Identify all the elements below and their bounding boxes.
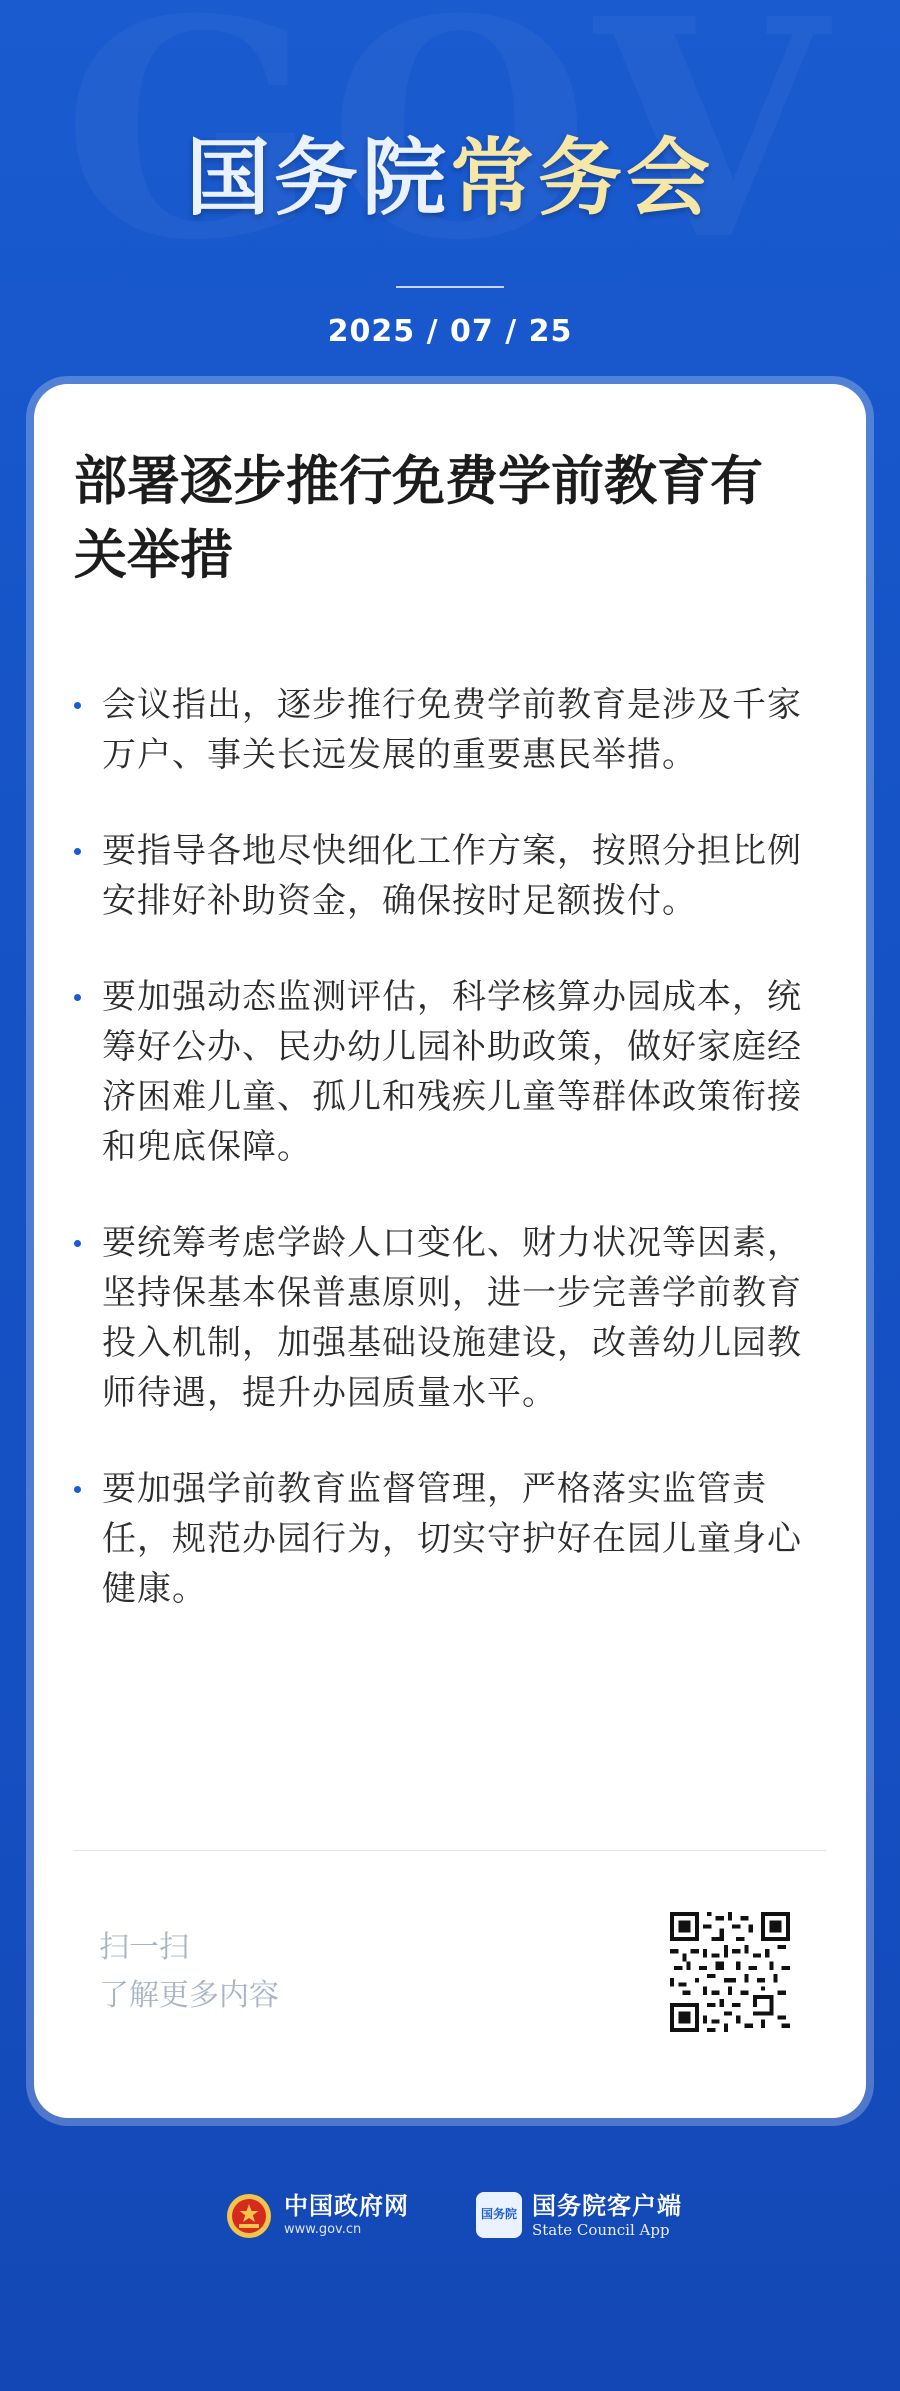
page-title — [0, 128, 900, 228]
bullet-dot-icon — [74, 994, 81, 1001]
list-item — [74, 680, 834, 780]
national-emblem-icon — [225, 2192, 273, 2240]
article-title: 部署逐步推行免费学前教育有关举措 — [74, 450, 763, 586]
gov-site-url: www.gov.cn — [284, 2222, 362, 2237]
scan-line1: 扫一扫 — [99, 1930, 189, 1965]
header — [0, 128, 900, 349]
app-name-en: State Council App — [532, 2221, 670, 2239]
page-title-part2: 常务会 — [450, 129, 715, 227]
list-item — [74, 1218, 834, 1418]
qr-code-icon[interactable] — [670, 1912, 790, 2032]
scan-line2: 了解更多内容 — [99, 1978, 279, 2013]
bullet-text: 要指导各地尽快细化工作方案，按照分担比例安排好补助资金，确保按时足额拨付。 — [102, 831, 802, 921]
meeting-date: 2025 / 07 / 25 — [327, 314, 573, 349]
content-separator — [74, 1850, 826, 1851]
bullet-dot-icon — [74, 702, 81, 709]
bullet-text: 要加强动态监测评估，科学核算办园成本，统筹好公办、民办幼儿园补助政策，做好家庭经济困难儿童、孤儿和残疾儿童等群体政策衔接和兜底保障。 — [102, 977, 802, 1167]
footer — [0, 2180, 900, 2260]
list-item — [74, 1464, 834, 1614]
scan-prompt — [99, 1924, 279, 2020]
page-title-part1: 国务院 — [185, 129, 450, 227]
gov-site-brand[interactable] — [284, 2192, 409, 2240]
bullet-list — [74, 680, 834, 1660]
app-icon-label: 国务院 — [480, 2207, 517, 2221]
bullet-dot-icon — [74, 1240, 81, 1247]
gov-site-name: 中国政府网 — [284, 2192, 409, 2220]
title-divider — [396, 286, 504, 288]
list-item — [74, 826, 834, 926]
state-council-app-icon — [476, 2192, 522, 2238]
bullet-dot-icon — [74, 848, 81, 855]
content-card — [34, 384, 866, 2118]
bullet-dot-icon — [74, 1486, 81, 1493]
list-item — [74, 972, 834, 1172]
bullet-text: 会议指出，逐步推行免费学前教育是涉及千家万户、事关长远发展的重要惠民举措。 — [102, 685, 802, 775]
bullet-text: 要加强学前教育监督管理，严格落实监管责任，规范办园行为，切实守护好在园儿童身心健康。 — [102, 1469, 802, 1609]
app-name: 国务院客户端 — [532, 2192, 682, 2220]
bullet-text: 要统筹考虑学龄人口变化、财力状况等因素，坚持保基本保普惠原则，进一步完善学前教育投入机制，加强基础设施建设，改善幼儿园教师待遇，提升办园质量水平。 — [102, 1223, 802, 1413]
state-council-app-brand[interactable] — [532, 2192, 682, 2240]
